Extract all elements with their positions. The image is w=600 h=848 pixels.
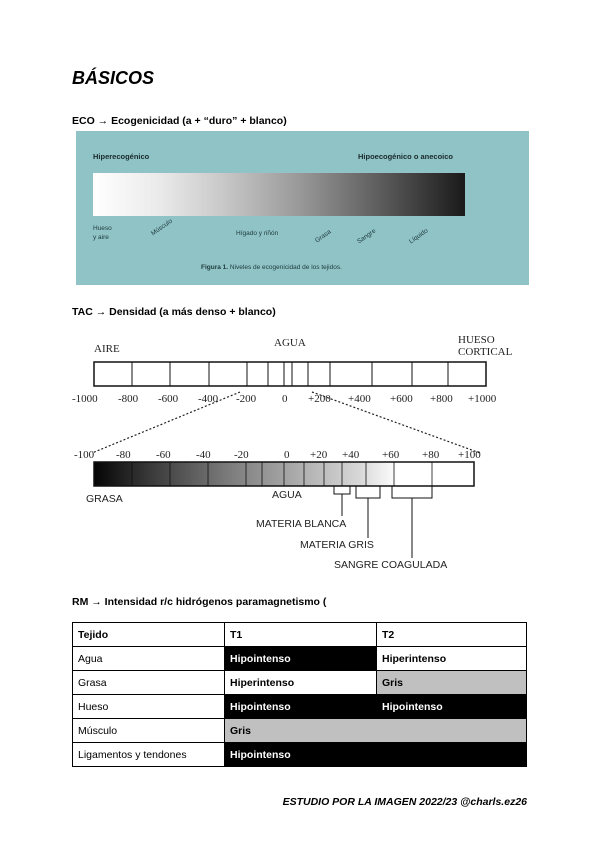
label-agua-bottom: AGUA [272,489,302,501]
t2-cell: Gris [377,671,527,695]
tissue-cell: Hueso [73,695,225,719]
top-tick-label: +800 [430,393,453,405]
label-cortical: CORTICAL [458,346,513,358]
tissue-cell: Agua [73,647,225,671]
table-header-row [73,623,527,647]
bottom-tick-label: +60 [382,449,400,461]
top-tick-label: +200 [308,393,331,405]
eco-right-label: Hipoecogénico o anecoico [358,152,454,161]
table-row [73,719,527,743]
label-materia-blanca: MATERIA BLANCA [256,518,347,530]
tissue-cell: Grasa [73,671,225,695]
header-t2: T2 [377,623,527,647]
table-row [73,695,527,719]
top-tick-label: +600 [390,393,413,405]
top-tick-label: -600 [158,393,179,405]
header-t1: T1 [225,623,377,647]
label-grasa: GRASA [86,493,123,505]
top-tick-label: -1000 [72,393,98,405]
top-tick-label: +1000 [468,393,497,405]
t1-t2-merged-cell: Gris [225,719,527,743]
tac-heading: TAC → Densidad (a más denso + blanco) [72,306,276,318]
eco-caption: Figura 1. Niveles de ecogenicidad de los tejidos. [201,264,342,271]
t1-cell: Hipointenso [225,647,377,671]
rm-heading: RM → Intensidad r/c hidrógenos paramagnetismo ( [72,596,327,608]
top-tick-label: +400 [348,393,371,405]
tissue-cell: Músculo [73,719,225,743]
page-title: BÁSICOS [72,68,155,88]
eco-tick: Hígado y riñón [236,230,279,237]
bottom-tick-label: 0 [284,449,290,461]
eco-left-label: Hiperecogénico [93,152,150,161]
eco-tick: Líquido [407,227,430,246]
eco-figure [76,131,529,285]
bottom-tick-label: +40 [342,449,360,461]
eco-tick: Sangre [355,227,378,246]
eco-heading: ECO → Ecogenicidad (a + “duro” + blanco) [72,115,287,127]
header-tejido: Tejido [73,623,225,647]
t2-cell: Hipointenso [377,695,527,719]
bottom-tick-label: -40 [196,449,211,461]
table-row [73,671,527,695]
eco-tick: Grasa [313,228,333,245]
echogenicity-gradient [93,173,465,216]
table-row [73,647,527,671]
footer: ESTUDIO POR LA IMAGEN 2022/23 @charls.ez26 [282,796,527,808]
top-tick-label: -800 [118,393,139,405]
top-tick-label: -200 [236,393,257,405]
label-hueso: HUESO [458,334,495,346]
t1-cell: Hiperintenso [225,671,377,695]
t1-cell: Hipointenso [225,695,377,719]
bottom-tick-label: +100 [458,449,481,461]
eco-tick: y aire [93,234,109,241]
eco-tick: Músculo [149,217,174,238]
eco-tick: Hueso [93,225,112,232]
bottom-tick-label: -80 [116,449,131,461]
label-aire: AIRE [94,343,120,355]
bottom-tick-label: -100 [74,449,95,461]
tissue-cell: Ligamentos y tendones [73,743,225,767]
bottom-tick-label: +20 [310,449,328,461]
label-sangre-coagulada: SANGRE COAGULADA [334,559,448,571]
bottom-tick-label: -60 [156,449,171,461]
rm-table [72,622,527,767]
label-agua-top: AGUA [274,337,306,349]
hounsfield-scale-figure [72,330,522,580]
label-materia-gris: MATERIA GRIS [300,539,374,551]
bottom-tick-label: +80 [422,449,440,461]
t1-t2-merged-cell: Hipointenso [225,743,527,767]
table-row [73,743,527,767]
top-tick-label: -400 [198,393,219,405]
t2-cell: Hiperintenso [377,647,527,671]
bottom-tick-label: -20 [234,449,249,461]
top-scale-bar [94,362,486,386]
top-tick-label: 0 [282,393,288,405]
